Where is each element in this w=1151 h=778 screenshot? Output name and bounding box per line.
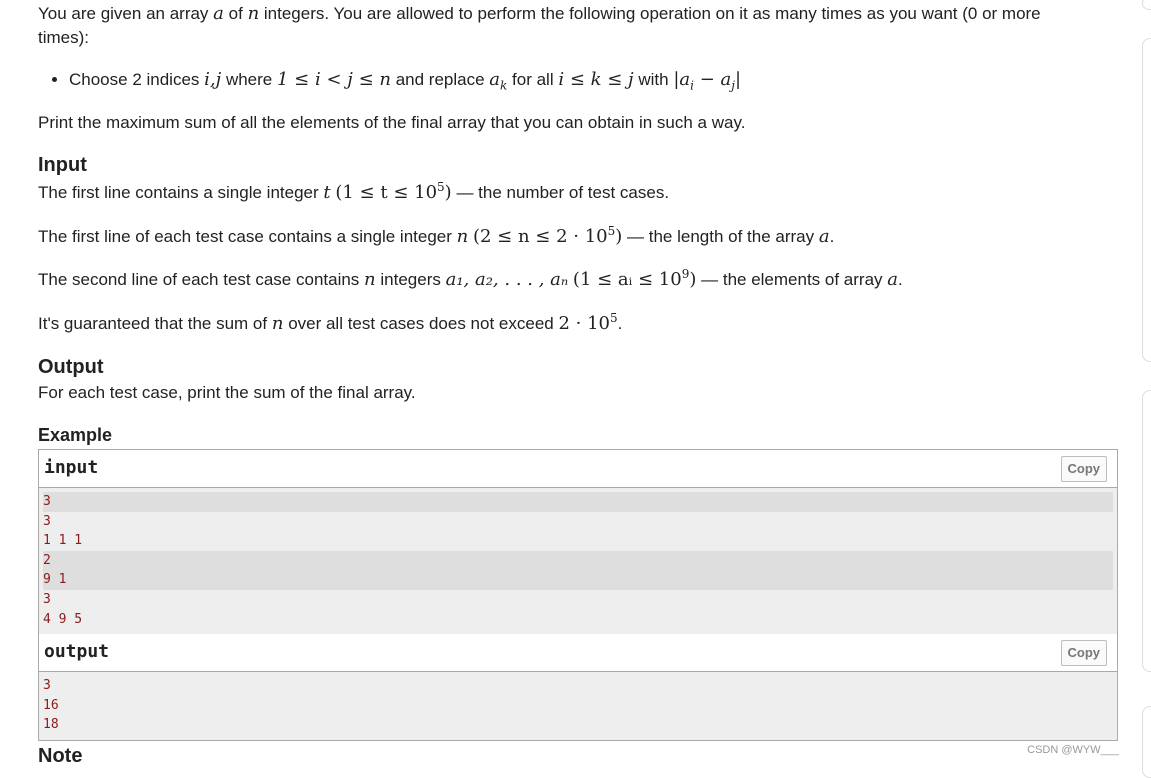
note-title: Note <box>38 745 83 767</box>
text: — the number of test cases. <box>456 183 670 202</box>
math-sup: 5 <box>607 224 616 238</box>
math-var: a <box>818 226 830 247</box>
sample-input-header <box>39 450 1117 488</box>
statement-paragraph-1 <box>38 2 1098 50</box>
math-var: t <box>323 182 331 203</box>
sample-input-box <box>38 449 1118 636</box>
sample-output-label: output <box>44 641 110 662</box>
input-line-2 <box>38 225 834 249</box>
note-title-fragment <box>38 745 83 767</box>
text: of <box>228 4 243 23</box>
input-line-1 <box>38 181 669 205</box>
sample-output-line: 18 <box>43 717 59 733</box>
math-var: n <box>456 226 469 247</box>
math-var: a <box>213 3 224 24</box>
input-section-title: Input <box>38 154 87 176</box>
sample-output-box <box>38 634 1118 741</box>
math-part: ) <box>689 269 697 290</box>
math-expr <box>558 313 617 334</box>
math-part: − a <box>693 69 732 90</box>
math-sup: 5 <box>437 180 445 194</box>
math-expr: i ≤ k ≤ j <box>558 69 634 90</box>
sidebar-card-edge <box>1142 390 1151 672</box>
output-section-title: Output <box>38 356 104 378</box>
math-var: n <box>247 3 260 24</box>
bullet-dot-icon <box>52 77 57 82</box>
sample-input-body[interactable] <box>39 488 1117 634</box>
text: The first line of each test case contains a single integer <box>38 227 452 246</box>
sample-output-header <box>39 634 1117 672</box>
text: with <box>638 69 669 89</box>
math-expr: a₁, a₂, . . . , aₙ <box>445 269 569 290</box>
operation-bullet <box>52 69 742 93</box>
math-sub: i <box>690 78 694 93</box>
sidebar-card-edge <box>1142 0 1151 10</box>
input-line-3 <box>38 268 903 292</box>
text: . <box>617 314 623 333</box>
text: times): <box>38 28 89 47</box>
sample-output-line: 3 <box>43 678 51 693</box>
text: . <box>829 227 835 246</box>
text: and replace <box>395 69 485 89</box>
output-text: For each test case, print the sum of the final array. <box>38 383 416 402</box>
text: — the length of the array <box>627 227 815 246</box>
math-part: (1 ≤ t ≤ 10 <box>335 182 438 203</box>
math-part: (1 ≤ aᵢ ≤ 10 <box>572 269 682 290</box>
sample-input-line: 4 9 5 <box>43 611 83 627</box>
math-expr <box>573 269 696 290</box>
math-part: ) <box>615 226 623 247</box>
sample-input-line: 2 <box>43 551 1113 571</box>
math-var: n <box>271 313 284 334</box>
math-part: ) <box>444 182 452 203</box>
text: The second line of each test case contains <box>38 270 360 289</box>
text: over all test cases does not exceed <box>288 314 554 333</box>
math-var: a <box>489 69 501 90</box>
math-var: a <box>887 269 899 290</box>
math-sup: 5 <box>610 311 618 325</box>
sample-input-label: input <box>44 457 99 478</box>
text: Choose 2 indices <box>69 69 200 89</box>
sample-input-line: 1 1 1 <box>43 533 83 549</box>
math-expr <box>673 69 742 93</box>
math-part: (2 ≤ n ≤ 2 · 10 <box>472 226 608 247</box>
sample-input-line: 9 1 <box>43 570 1113 590</box>
sample-output-line: 16 <box>43 697 59 713</box>
copy-input-button[interactable]: Copy <box>1061 456 1108 482</box>
text: . <box>898 270 903 289</box>
right-sidebar-edge <box>1141 0 1151 766</box>
sidebar-card-edge <box>1142 38 1151 362</box>
math-part: |a <box>673 69 691 90</box>
text: The first line contains a single integer <box>38 183 319 202</box>
math-part: 2 · 10 <box>558 313 610 334</box>
math-var: n <box>364 269 376 290</box>
sample-output-body[interactable] <box>39 672 1117 740</box>
math-var: i,j <box>204 69 222 90</box>
math-expr <box>335 182 451 203</box>
watermark: CSDN @WYW___ <box>1027 744 1119 756</box>
math-part: | <box>734 69 742 90</box>
sample-input-line: 3 <box>43 591 51 607</box>
math-expr <box>489 69 508 93</box>
text: for all <box>512 69 554 89</box>
text: It's guaranteed that the sum of <box>38 314 268 333</box>
text: integers <box>380 270 441 289</box>
math-sup: 9 <box>681 267 690 281</box>
math-sub: k <box>500 78 508 93</box>
math-expr <box>473 226 622 247</box>
text: — the elements of array <box>701 270 883 289</box>
sample-input-line: 3 <box>43 492 1113 512</box>
text: where <box>225 69 273 89</box>
text: integers. You are allowed to perform the following operation on it as many times as you want (0 or more <box>263 4 1041 23</box>
text: You are given an array <box>38 4 209 23</box>
input-line-4 <box>38 312 622 336</box>
math-sub: j <box>731 78 735 93</box>
copy-output-button[interactable]: Copy <box>1061 640 1108 666</box>
sidebar-card-edge <box>1142 706 1151 778</box>
statement-paragraph-2: Print the maximum sum of all the elements of the final array that you can obtain in such a way. <box>38 113 746 132</box>
math-expr: 1 ≤ i < j ≤ n <box>277 69 391 90</box>
example-title: Example <box>38 425 113 445</box>
sample-input-line: 3 <box>43 513 51 529</box>
